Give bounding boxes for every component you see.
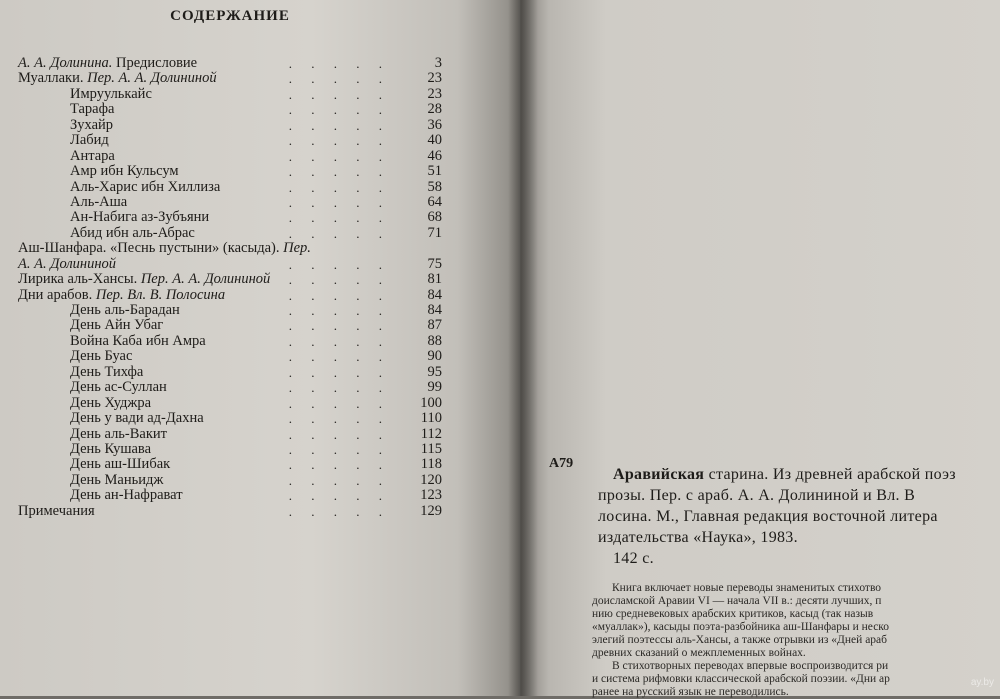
toc-page-number: 123	[420, 487, 442, 504]
toc-page-number: 84	[427, 302, 442, 318]
toc-leader-dots: . . . . .	[288, 488, 390, 504]
toc-entry-title-text: День ас-Суллан	[70, 379, 167, 396]
toc-entry-title	[70, 164, 179, 179]
toc-leader-dots: . . . . .	[288, 441, 390, 457]
toc-entry-title	[70, 442, 151, 457]
toc-leader-dots: . . . . .	[288, 56, 390, 71]
toc-entry-title-text: День у вади ад-Дахна	[70, 410, 204, 427]
toc-entry-title-text: Лабид	[70, 132, 109, 149]
toc-entry-title	[70, 349, 132, 364]
toc-row	[18, 396, 442, 411]
annotation-line: ранее на русский язык не переводились.	[592, 686, 789, 698]
toc-entry-title	[70, 473, 163, 488]
toc-leader-dots: . . . . .	[288, 503, 390, 519]
toc-entry-italic-text: Пер. А. А. Долининой	[87, 70, 217, 87]
toc-entry-title	[70, 195, 127, 210]
toc-leader-dots: . . . . .	[288, 380, 390, 396]
toc-entry-title-text: День Тихфа	[70, 363, 144, 380]
toc-page-number: 23	[427, 70, 442, 87]
toc-page-number: 58	[427, 178, 442, 195]
toc-entry-italic-text: А. А. Долинина.	[18, 55, 113, 71]
toc-leader-dots: . . . . .	[288, 117, 390, 133]
annotation-line: В стихотворных переводах впервые воспроизводится ри	[612, 660, 889, 672]
toc-leader-dots: . . . . .	[288, 102, 390, 118]
toc-entry-title-text: День Буас	[70, 348, 133, 365]
toc-leader-dots: . . . . .	[288, 71, 390, 87]
toc-row	[18, 241, 442, 256]
toc-entry-title	[70, 102, 114, 117]
toc-page-number: 51	[427, 163, 442, 180]
toc-page-number: 64	[427, 193, 442, 210]
toc-entry-title-text: Аль-Аша	[70, 193, 128, 210]
table-of-contents	[18, 56, 442, 519]
toc-row	[18, 149, 442, 164]
catalog-code: А79	[549, 456, 574, 471]
toc-page-number: 81	[427, 271, 442, 288]
toc-entry-title-text: Имруулькайс	[70, 85, 152, 102]
book-spine-shadow	[508, 0, 538, 696]
toc-entry-title-after: Предисловие	[112, 55, 198, 71]
toc-entry-title-text: День ан-Нафрават	[70, 487, 183, 504]
toc-page-number: 120	[420, 471, 442, 488]
toc-entry-italic-text: Пер. А. А. Долининой	[140, 271, 271, 288]
toc-page-number: 84	[427, 286, 442, 303]
catalog-line-3: лосина. М., Главная редакция восточной литера	[598, 508, 938, 525]
toc-row	[18, 365, 442, 380]
toc-leader-dots: . . . . .	[288, 411, 390, 427]
toc-leader-dots: . . . . .	[288, 194, 390, 210]
toc-row	[18, 118, 442, 133]
toc-row	[18, 473, 442, 488]
toc-leader-dots: . . . . .	[288, 256, 390, 272]
toc-entry-title-text: Зухайр	[70, 116, 114, 133]
toc-entry-title-text: День Айн Убаг	[70, 317, 164, 334]
toc-entry-title	[70, 365, 143, 380]
toc-entry-title-text: День Худжра	[70, 394, 152, 411]
toc-entry-title-text: Примечания	[18, 502, 95, 519]
toc-entry-title-text: Муаллаки.	[18, 70, 88, 87]
toc-entry-title	[70, 457, 170, 472]
toc-row	[18, 411, 442, 426]
toc-entry-title	[70, 396, 151, 411]
toc-page-number: 129	[420, 502, 442, 519]
toc-leader-dots: . . . . .	[288, 349, 390, 365]
toc-leader-dots: . . . . .	[288, 179, 390, 195]
toc-entry-title	[70, 427, 167, 442]
annotation-line: элегий поэтессы аль-Хансы, а также отрывки из «Дней араб	[592, 634, 888, 646]
toc-page-number: 75	[427, 255, 442, 272]
toc-leader-dots: . . . . .	[288, 225, 390, 241]
toc-page-number: 46	[427, 147, 442, 164]
toc-page-number: 28	[427, 101, 442, 118]
toc-entry-title-text: День аль-Вакит	[70, 425, 167, 442]
toc-entry-title-text: День Кушава	[70, 440, 152, 457]
toc-entry-title	[70, 118, 113, 133]
toc-page-number: 118	[420, 456, 442, 473]
toc-leader-dots: . . . . .	[288, 472, 390, 488]
toc-entry-title	[70, 411, 204, 426]
toc-entry-title	[70, 180, 220, 195]
toc-entry-title	[18, 288, 225, 303]
toc-row	[18, 488, 442, 503]
toc-entry-title-text: Амр ибн Кульсум	[70, 163, 179, 180]
toc-entry-title-text: Тарафа	[70, 101, 115, 118]
toc-page-number: 88	[427, 332, 442, 349]
annotation-line: древних сказаний о межплеменных войнах.	[592, 647, 806, 659]
toc-entry-title-text: Аш-Шанфара. «Песнь пустыни» (касыда).	[18, 240, 284, 257]
toc-entry-title	[70, 380, 167, 395]
toc-entry-title	[18, 272, 270, 287]
catalog-line-2: прозы. Пер. с араб. А. А. Долининой и Вл. В	[598, 487, 916, 504]
toc-page-number: 112	[420, 425, 442, 442]
catalog-line-4: издательства «Наука», 1983.	[598, 529, 798, 546]
toc-row	[18, 318, 442, 333]
catalog-title-bold: Аравийская	[613, 466, 705, 483]
toc-entry-title	[70, 133, 109, 148]
toc-row	[18, 133, 442, 148]
toc-page-number: 36	[427, 116, 442, 133]
toc-page-number: 68	[427, 209, 442, 226]
toc-leader-dots: . . . . .	[288, 148, 390, 164]
annotation-line: «муаллак»), касыды поэта-разбойника аш-Шанфары и неско	[592, 621, 890, 633]
toc-leader-dots: . . . . .	[288, 333, 390, 349]
toc-row	[18, 380, 442, 395]
annotation-line: Книга включает новые переводы знаменитых стихотво	[612, 582, 882, 594]
toc-entry-title-text: День аль-Барадан	[70, 302, 180, 318]
toc-row	[18, 257, 442, 272]
toc-entry-title-text: Ан-Набига аз-Зубъяни	[70, 209, 210, 226]
toc-row	[18, 504, 442, 519]
toc-page-number: 115	[420, 440, 442, 457]
toc-entry-title	[70, 303, 180, 318]
annotation-line: и система рифмовки классической арабской поэзии. «Дни ар	[592, 673, 890, 685]
toc-leader-dots: . . . . .	[288, 287, 390, 303]
toc-entry-title	[70, 149, 115, 164]
toc-page-number: 87	[427, 317, 442, 334]
toc-leader-dots: . . . . .	[288, 395, 390, 411]
toc-entry-title	[18, 257, 116, 272]
toc-page-number: 3	[434, 55, 442, 71]
toc-entry-title	[70, 226, 195, 241]
toc-entry-title	[18, 56, 197, 71]
toc-entry-italic-text: А. А. Долининой	[18, 255, 117, 272]
toc-entry-title-text: Дни арабов.	[18, 286, 96, 303]
toc-leader-dots: . . . . .	[288, 272, 390, 288]
toc-leader-dots: . . . . .	[288, 318, 390, 334]
toc-row	[18, 71, 442, 86]
toc-row	[18, 457, 442, 472]
toc-leader-dots: . . . . .	[288, 457, 390, 473]
toc-entry-italic-text: Пер. Вл. В. Полосина	[95, 286, 226, 303]
toc-row	[18, 303, 442, 318]
toc-row	[18, 56, 442, 71]
toc-entry-title-text: Лирика аль-Хансы.	[18, 271, 141, 288]
toc-entry-title-text: День аш-Шибак	[70, 456, 171, 473]
toc-row	[18, 442, 442, 457]
toc-page-number: 90	[427, 348, 442, 365]
toc-row	[18, 226, 442, 241]
toc-entry-title	[70, 87, 152, 102]
toc-row	[18, 180, 442, 195]
catalog-line-1	[613, 466, 956, 484]
toc-leader-dots: . . . . .	[288, 210, 390, 226]
toc-entry-title	[18, 504, 95, 519]
toc-leader-dots: . . . . .	[288, 426, 390, 442]
toc-entry-title	[18, 71, 217, 86]
toc-entry-title	[70, 210, 209, 225]
toc-row	[18, 427, 442, 442]
toc-page-number: 40	[427, 132, 442, 149]
toc-entry-title-text: Война Каба ибн Амра	[70, 332, 206, 349]
toc-page-number: 23	[427, 85, 442, 102]
toc-leader-dots: . . . . .	[288, 133, 390, 149]
toc-row	[18, 272, 442, 287]
toc-row	[18, 334, 442, 349]
toc-row	[18, 102, 442, 117]
toc-leader-dots: . . . . .	[288, 303, 390, 318]
catalog-line-1-rest: старина. Из древней арабской поэз	[704, 466, 956, 483]
toc-leader-dots: . . . . .	[288, 164, 390, 180]
annotation-line: доисламской Аравии VI — начала VII в.: десяти лучших, п	[592, 595, 882, 607]
toc-page-number: 71	[427, 224, 442, 241]
toc-entry-title-text: День Маньидж	[70, 471, 164, 488]
toc-entry-title-text: Антара	[70, 147, 115, 164]
watermark: ay.by	[970, 677, 994, 688]
toc-leader-dots: . . . . .	[288, 364, 390, 380]
toc-row	[18, 164, 442, 179]
toc-leader-dots: . . . . .	[288, 86, 390, 102]
toc-row	[18, 288, 442, 303]
toc-entry-title	[70, 488, 183, 503]
toc-row	[18, 349, 442, 364]
toc-entry-title	[18, 241, 311, 256]
toc-row	[18, 210, 442, 225]
toc-row	[18, 87, 442, 102]
toc-entry-title-text: Аль-Харис ибн Хиллиза	[70, 178, 221, 195]
toc-entry-title-text: Абид ибн аль-Абрас	[70, 224, 195, 241]
toc-entry-italic-text: Пер.	[283, 240, 311, 257]
toc-entry-title	[70, 318, 163, 333]
toc-entry-title	[70, 334, 206, 349]
catalog-line-5: 142 с.	[613, 550, 654, 567]
toc-row	[18, 195, 442, 210]
toc-page-number: 95	[427, 363, 442, 380]
toc-heading: СОДЕРЖАНИЕ	[170, 8, 290, 24]
toc-page-number: 110	[420, 410, 442, 427]
toc-page-number: 100	[420, 394, 442, 411]
annotation-line: нию средневековых арабских критиков, касыд (так назыв	[592, 608, 874, 620]
toc-page-number: 99	[427, 379, 442, 396]
